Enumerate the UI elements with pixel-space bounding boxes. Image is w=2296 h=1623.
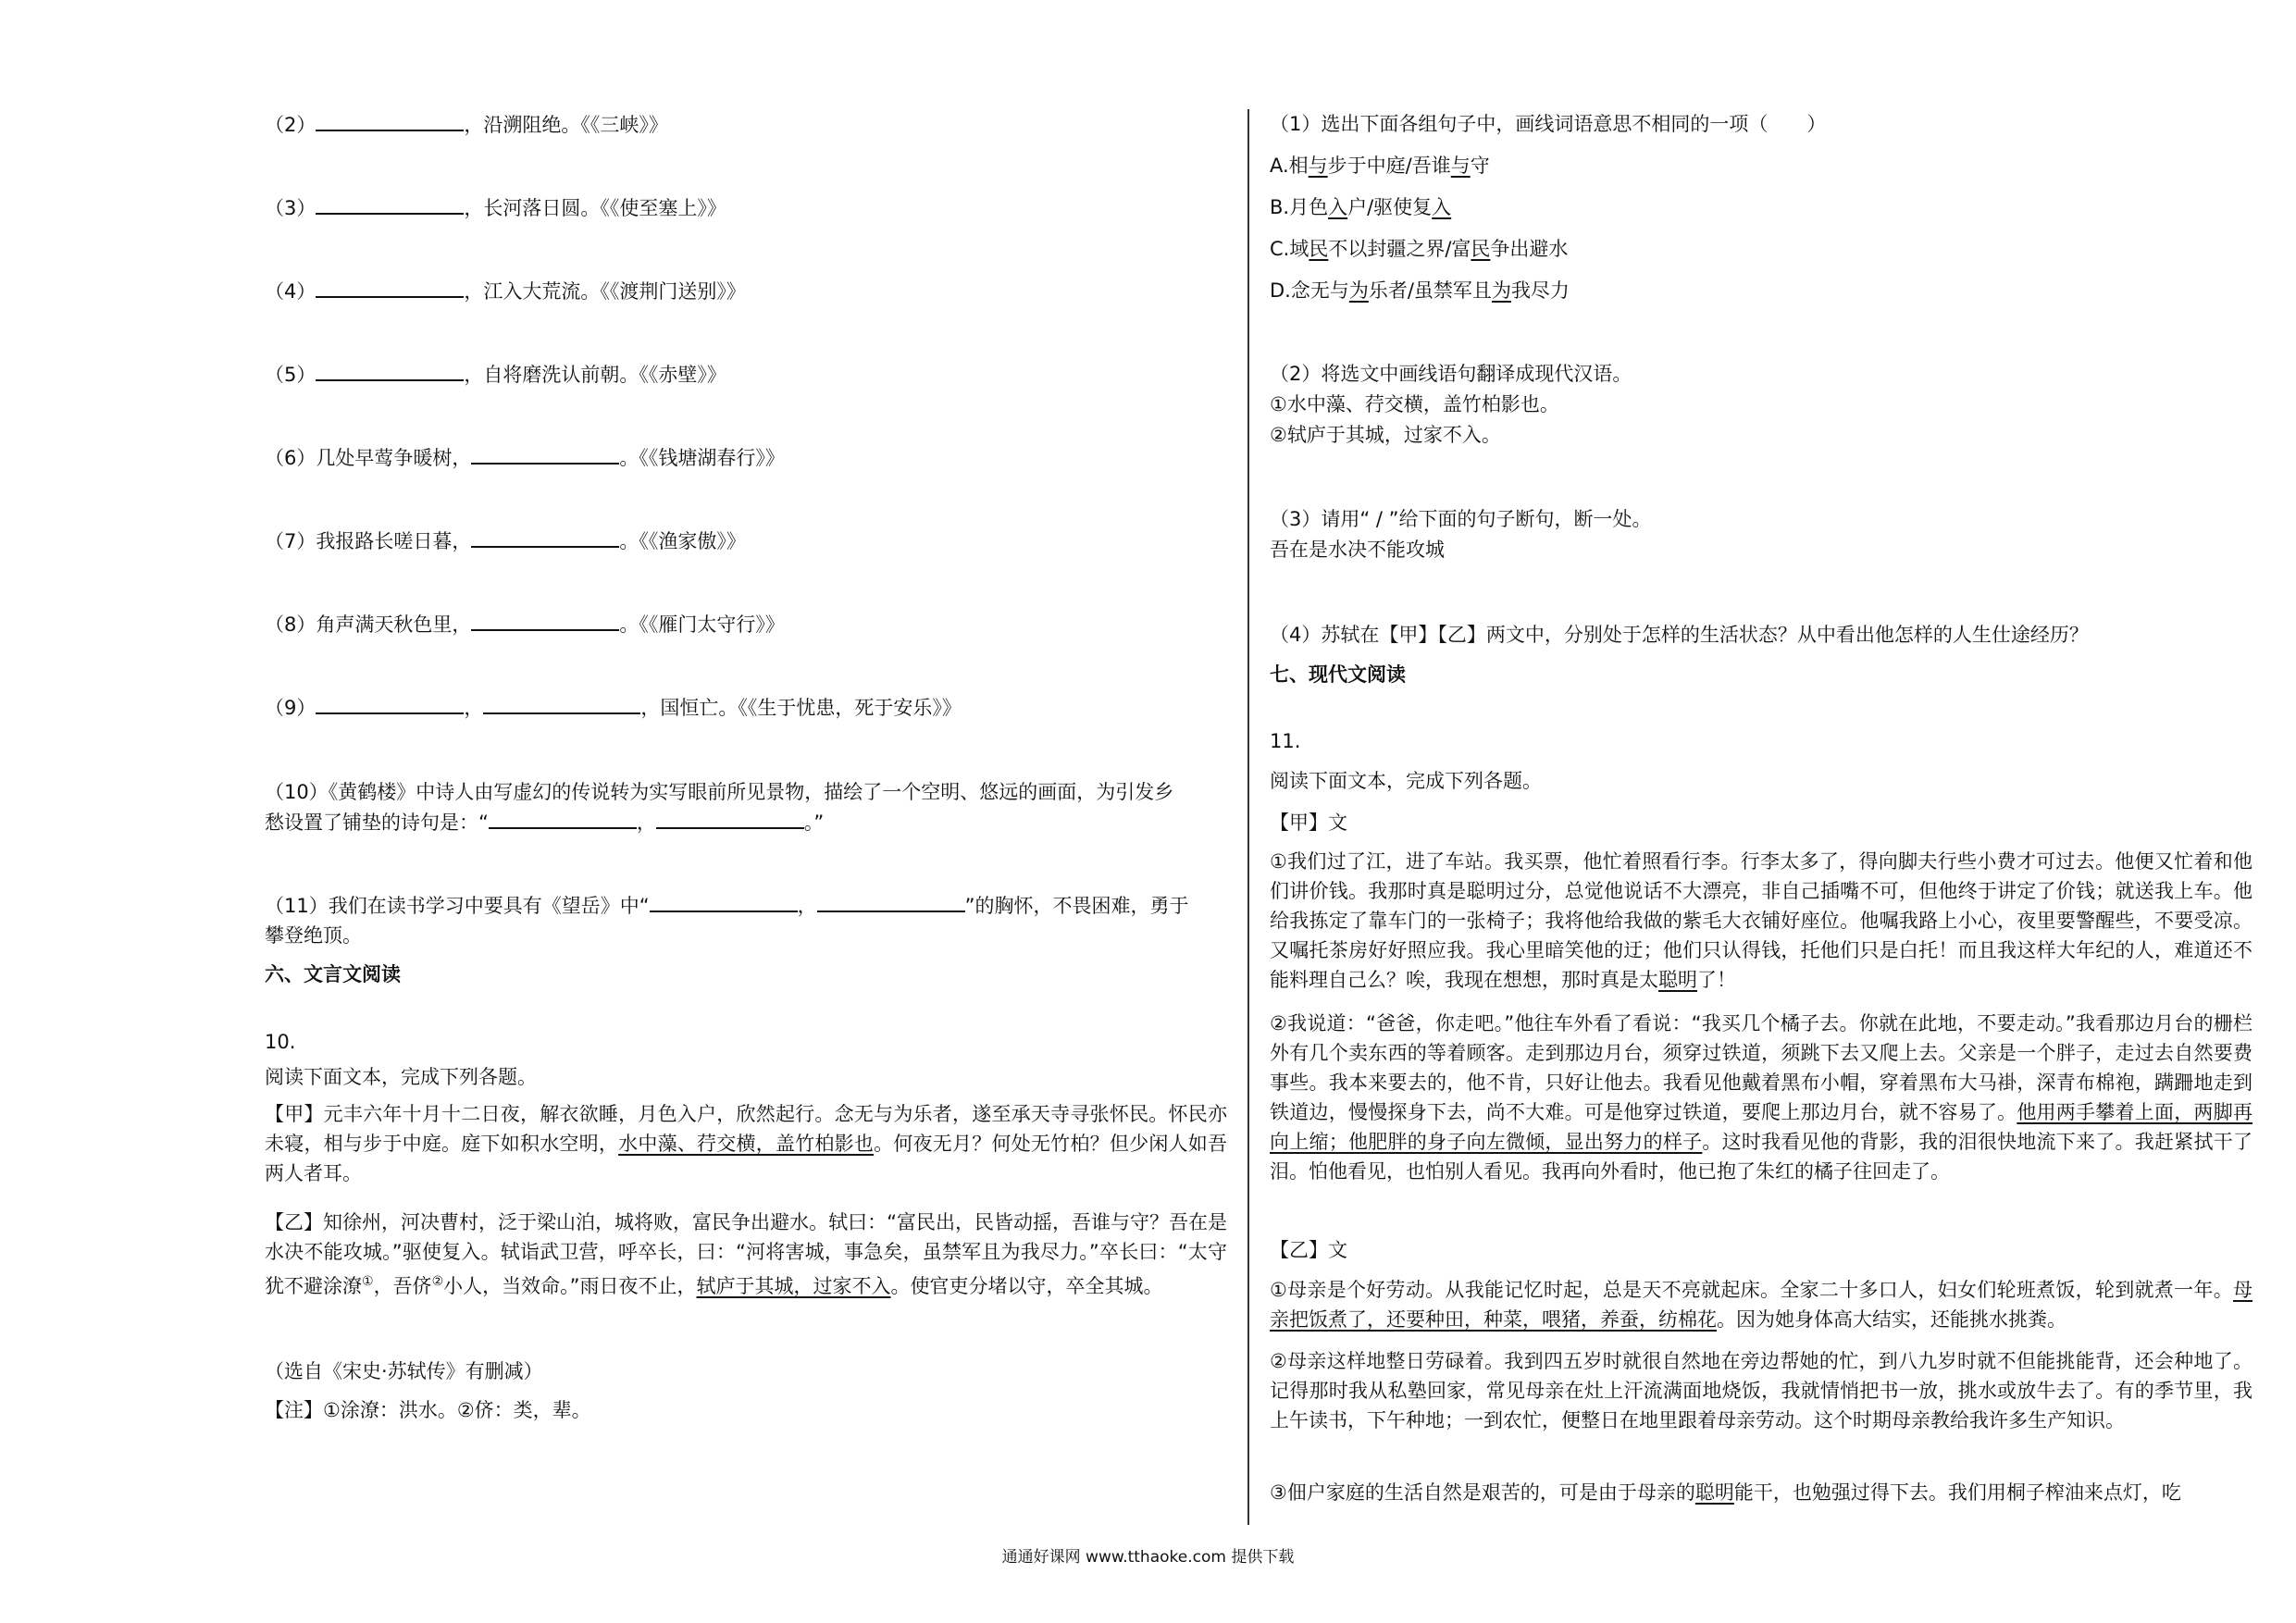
passage-text: 。何夜无月？何处无竹柏？但少闲人如吾两人者耳。 [265,1133,1228,1184]
passage-yi [265,1208,1227,1301]
passage-text: 小人，当效命。”雨日夜不止， [443,1275,697,1297]
fill-question-5 [265,359,726,390]
section-heading-6: 六、文言文阅读 [265,963,401,985]
question-number: （4） [265,280,316,303]
question-text: ，江入大荒流。《《渡荆门送别》》 [464,280,746,303]
fill-question-2 [265,109,668,140]
fill-question-11-line1 [265,890,1189,921]
question-number: （3） [265,197,316,219]
answer-blank[interactable] [656,807,804,829]
answer-blank[interactable] [471,609,619,631]
passage-jia-paragraph-1 [1270,847,2253,995]
passage-source: （选自《宋史·苏轼传》有删减） [265,1360,543,1382]
footnote: 【注】①涂潦：洪水。②侪：类，辈。 [265,1399,591,1421]
question-text: （6）几处早莺争暖树， [265,447,472,469]
footnote-marker: ② [431,1274,444,1289]
fill-question-6 [265,442,785,473]
question-text: 。《《渔家傲》》 [619,530,746,552]
option-text: 不以封疆之界/富 [1328,238,1471,260]
underlined-word: 为 [1348,279,1369,302]
question-number: （2） [265,114,316,136]
passage-text: ，吾侪 [373,1275,432,1297]
question-text: ，长河落日圆。《《使至塞上》》 [464,197,726,219]
answer-blank[interactable] [471,526,619,548]
underlined-word: 聪明 [1694,1481,1734,1504]
underlined-sentence: 轼庐于其城，过家不入 [696,1275,891,1297]
option-text: 争出避水 [1490,238,1569,260]
passage-text: 【甲】元丰六年十月十二日夜，解衣欲睡，月色入户，欣然起行。念无与为乐者，遂至承天寺寻张怀民。怀民亦未寝，相与步于中庭。庭下如积水空明， [265,1103,1227,1155]
passage-text: 【乙】知徐州，河决曹村，泛于梁山泊，城将败，富民争出避水。轼曰：“富民出，民皆动摇，吾谁与守？吾在是水决不能攻城。”驱使复入。轼诣武卫营，呼卒长，曰：“河将害城，事急矣，虽禁军且为我尽力。”卒长曰：“太守犹不避涂潦 [265,1211,1227,1297]
underlined-word: 聪明 [1658,969,1697,991]
fill-question-7 [265,526,746,556]
question-3: （3）请用“ / ”给下面的句子断句，断一处。 [1270,508,1652,530]
section-heading-7: 七、现代文阅读 [1270,663,1406,686]
option-text: 户/驱使复 [1347,196,1433,218]
question-3-sentence: 吾在是水决不能攻城 [1270,539,1445,561]
underlined-word: 民 [1471,238,1491,260]
question-number-11: 11. [1270,730,1301,752]
passage-text: 。使官吏分堵以守，卒全其城。 [890,1275,1163,1297]
option-text: C.域 [1270,238,1309,260]
question-text: 。《《雁门太守行》》 [619,613,785,636]
question-text: ，国恒亡。《《生于忧患，死于安乐》》 [640,697,962,719]
fill-question-8 [265,609,785,639]
answer-blank[interactable] [316,109,464,131]
question-2-item-1: ①水中藻、荇交横，盖竹柏影也。 [1270,393,1559,415]
underlined-word: 为 [1491,279,1511,302]
underlined-word: 民 [1309,238,1329,260]
option-b[interactable] [1270,192,1451,222]
passage-text: ②我说道：“爸爸，你走吧。”他往车外看了看说：“我买几个橘子去。你就在此地，不要走动。”我看那边月台的栅栏外有几个卖东西的等着顾客。走到那边月台，须穿过铁道，须跳下去又爬上去。父亲是一个胖子，走过去自然要费事些。我本来要去的，他不肯，只好让他去。我看见他戴着黑布小帽，穿着黑布大马褂，深青布棉袍，蹒跚地走到铁道边，慢慢探身下去，尚不大难。可是他穿过铁道，要爬上那边月台，就不容易了。 [1270,1012,2253,1123]
fill-question-9 [265,692,962,723]
question-number: （5） [265,364,316,386]
reading-intro: 阅读下面文本，完成下列各题。 [1270,770,1542,792]
question-4: （4）苏轼在【甲】【乙】两文中，分别处于怎样的生活状态？从中看出他怎样的人生仕途经历？ [1270,624,2089,646]
question-text: ”的胸怀，不畏困难，勇于 [964,895,1189,917]
fill-question-10-line1: （10）《黄鹤楼》中诗人由写虚幻的传说转为实写眼前所见景物，描绘了一个空明、悠远的画面，为引发乡 [265,781,1174,803]
option-text: 乐者/虽禁军且 [1368,279,1492,302]
question-1: （1）选出下面各组句子中，画线词语意思不相同的一项（ ） [1270,113,1827,135]
passage-yi-paragraph-1 [1270,1275,2253,1334]
passage-yi-label: 【乙】文 [1270,1239,1347,1261]
passage-jia-paragraph-2 [1270,1009,2253,1186]
underlined-word: 与 [1450,155,1471,177]
option-text: A.相 [1270,155,1309,177]
question-text: 。” [803,812,825,834]
passage-text: ①我们过了江，进了车站。我买票，他忙着照看行李。行李太多了，得向脚夫行些小费才可过去。他便又忙着和他们讲价钱。我那时真是聪明过分，总觉他说话不大漂亮，非自己插嘴不可，但他终于讲定了价钱；就送我上车。他给我拣定了靠车门的一张椅子；我将他给我做的紫毛大衣铺好座位。他嘱我路上小心，夜里要警醒些，不要受凉。又嘱托茶房好好照应我。我心里暗笑他的迂；他们只认得钱，托他们只是白托！而且我这样大年纪的人，难道还不能料理自己么？唉，我现在想想，那时真是太 [1270,850,2253,991]
option-c[interactable] [1270,234,1568,264]
page-footer: 通通好课网 www.tthaoke.com 提供下载 [1001,1548,1295,1567]
passage-jia [265,1099,1227,1188]
answer-blank[interactable] [316,692,464,714]
passage-jia-label: 【甲】文 [1270,812,1347,834]
answer-blank[interactable] [316,192,464,215]
answer-blank[interactable] [817,890,965,912]
underlined-word: 与 [1308,155,1328,177]
answer-blank[interactable] [316,359,464,381]
question-text: （8）角声满天秋色里， [265,613,472,636]
passage-yi-paragraph-2: ②母亲这样地整日劳碌着。我到四五岁时就很自然地在旁边帮她的忙，到八九岁时就不但能挑能背，还会种地了。记得那时我从私塾回家，常见母亲在灶上汗流满面地烧饭，我就情悄把书一放，挑水或放牛去了。有的季节里，我上午读书，下午种地；一到农忙，便整日在地里跟着母亲劳动。这个时期母亲教给我许多生产知识。 [1270,1350,2253,1431]
comma: ， [636,812,656,834]
option-text: 步于中庭/吾谁 [1327,155,1451,177]
column-divider [1247,109,1249,1525]
question-number: （9） [265,697,316,719]
fill-question-11-line2: 攀登绝顶。 [265,924,362,947]
passage-text: 了！ [1697,969,1736,991]
passage-text: 。这时我看见他的背影，我的泪很快地流下来了。我赶紧拭干了泪。怕他看见，也怕别人看见。我再向外看时，他已抱了朱红的橘子往回走了。 [1270,1131,2253,1183]
footnote-marker: ① [362,1274,374,1289]
answer-blank[interactable] [483,692,640,714]
option-text: 守 [1470,155,1490,177]
passage-text: 能干，也勉强过得下去。我们用桐子榨油来点灯，吃 [1733,1481,2181,1504]
fill-question-10-line2 [265,807,824,837]
question-text: （7）我报路长嗟日暮， [265,530,472,552]
answer-blank[interactable] [650,890,798,912]
answer-blank[interactable] [471,442,619,465]
reading-intro: 阅读下面文本，完成下列各题。 [265,1066,537,1088]
question-2-item-2: ②轼庐于其城，过家不入。 [1270,424,1501,446]
passage-text: ③佃户家庭的生活自然是艰苦的，可是由于母亲的 [1270,1481,1695,1504]
comma: ， [797,895,817,917]
answer-blank[interactable] [316,276,464,298]
option-text: 我尽力 [1510,279,1570,302]
option-text: D.念无与 [1270,279,1349,302]
underlined-word: 入 [1432,196,1452,218]
question-text: 愁设置了铺垫的诗句是：“ [265,812,489,834]
question-text: ，自将磨洗认前朝。《《赤壁》》 [464,364,726,386]
question-number-10: 10. [265,1031,296,1053]
comma: ， [464,697,484,719]
option-a[interactable] [1270,151,1490,180]
option-d[interactable] [1270,276,1570,305]
answer-blank[interactable] [489,807,637,829]
underlined-sentence: 水中藻、荇交横，盖竹柏影也 [618,1133,875,1155]
underlined-sentence: 他用两手攀着上面，两脚再向上缩；他肥胖的身子向左微倾，显出努力的样子 [1270,1101,2253,1153]
passage-yi-paragraph-3 [1270,1478,2253,1507]
underlined-word: 入 [1328,196,1348,218]
passage-text: 。因为她身体高大结实，还能挑水挑粪。 [1717,1308,2066,1331]
question-text: （11）我们在读书学习中要具有《望岳》中“ [265,895,650,917]
underlined-sentence: 母亲把饭煮了，还要种田，种菜，喂猪，养蚕，纺棉花 [1270,1279,2253,1331]
question-text: 。《《钱塘湖春行》》 [619,447,785,469]
passage-text: ①母亲是个好劳动。从我能记忆时起，总是天不亮就起床。全家二十多口人，妇女们轮班煮饭，轮到就煮一年。 [1270,1279,2233,1301]
question-text: ，沿溯阻绝。《《三峡》》 [464,114,668,136]
fill-question-4 [265,276,746,306]
fill-question-3 [265,192,726,223]
option-text: B.月色 [1270,196,1329,218]
question-2: （2）将选文中画线语句翻译成现代汉语。 [1270,363,1632,385]
